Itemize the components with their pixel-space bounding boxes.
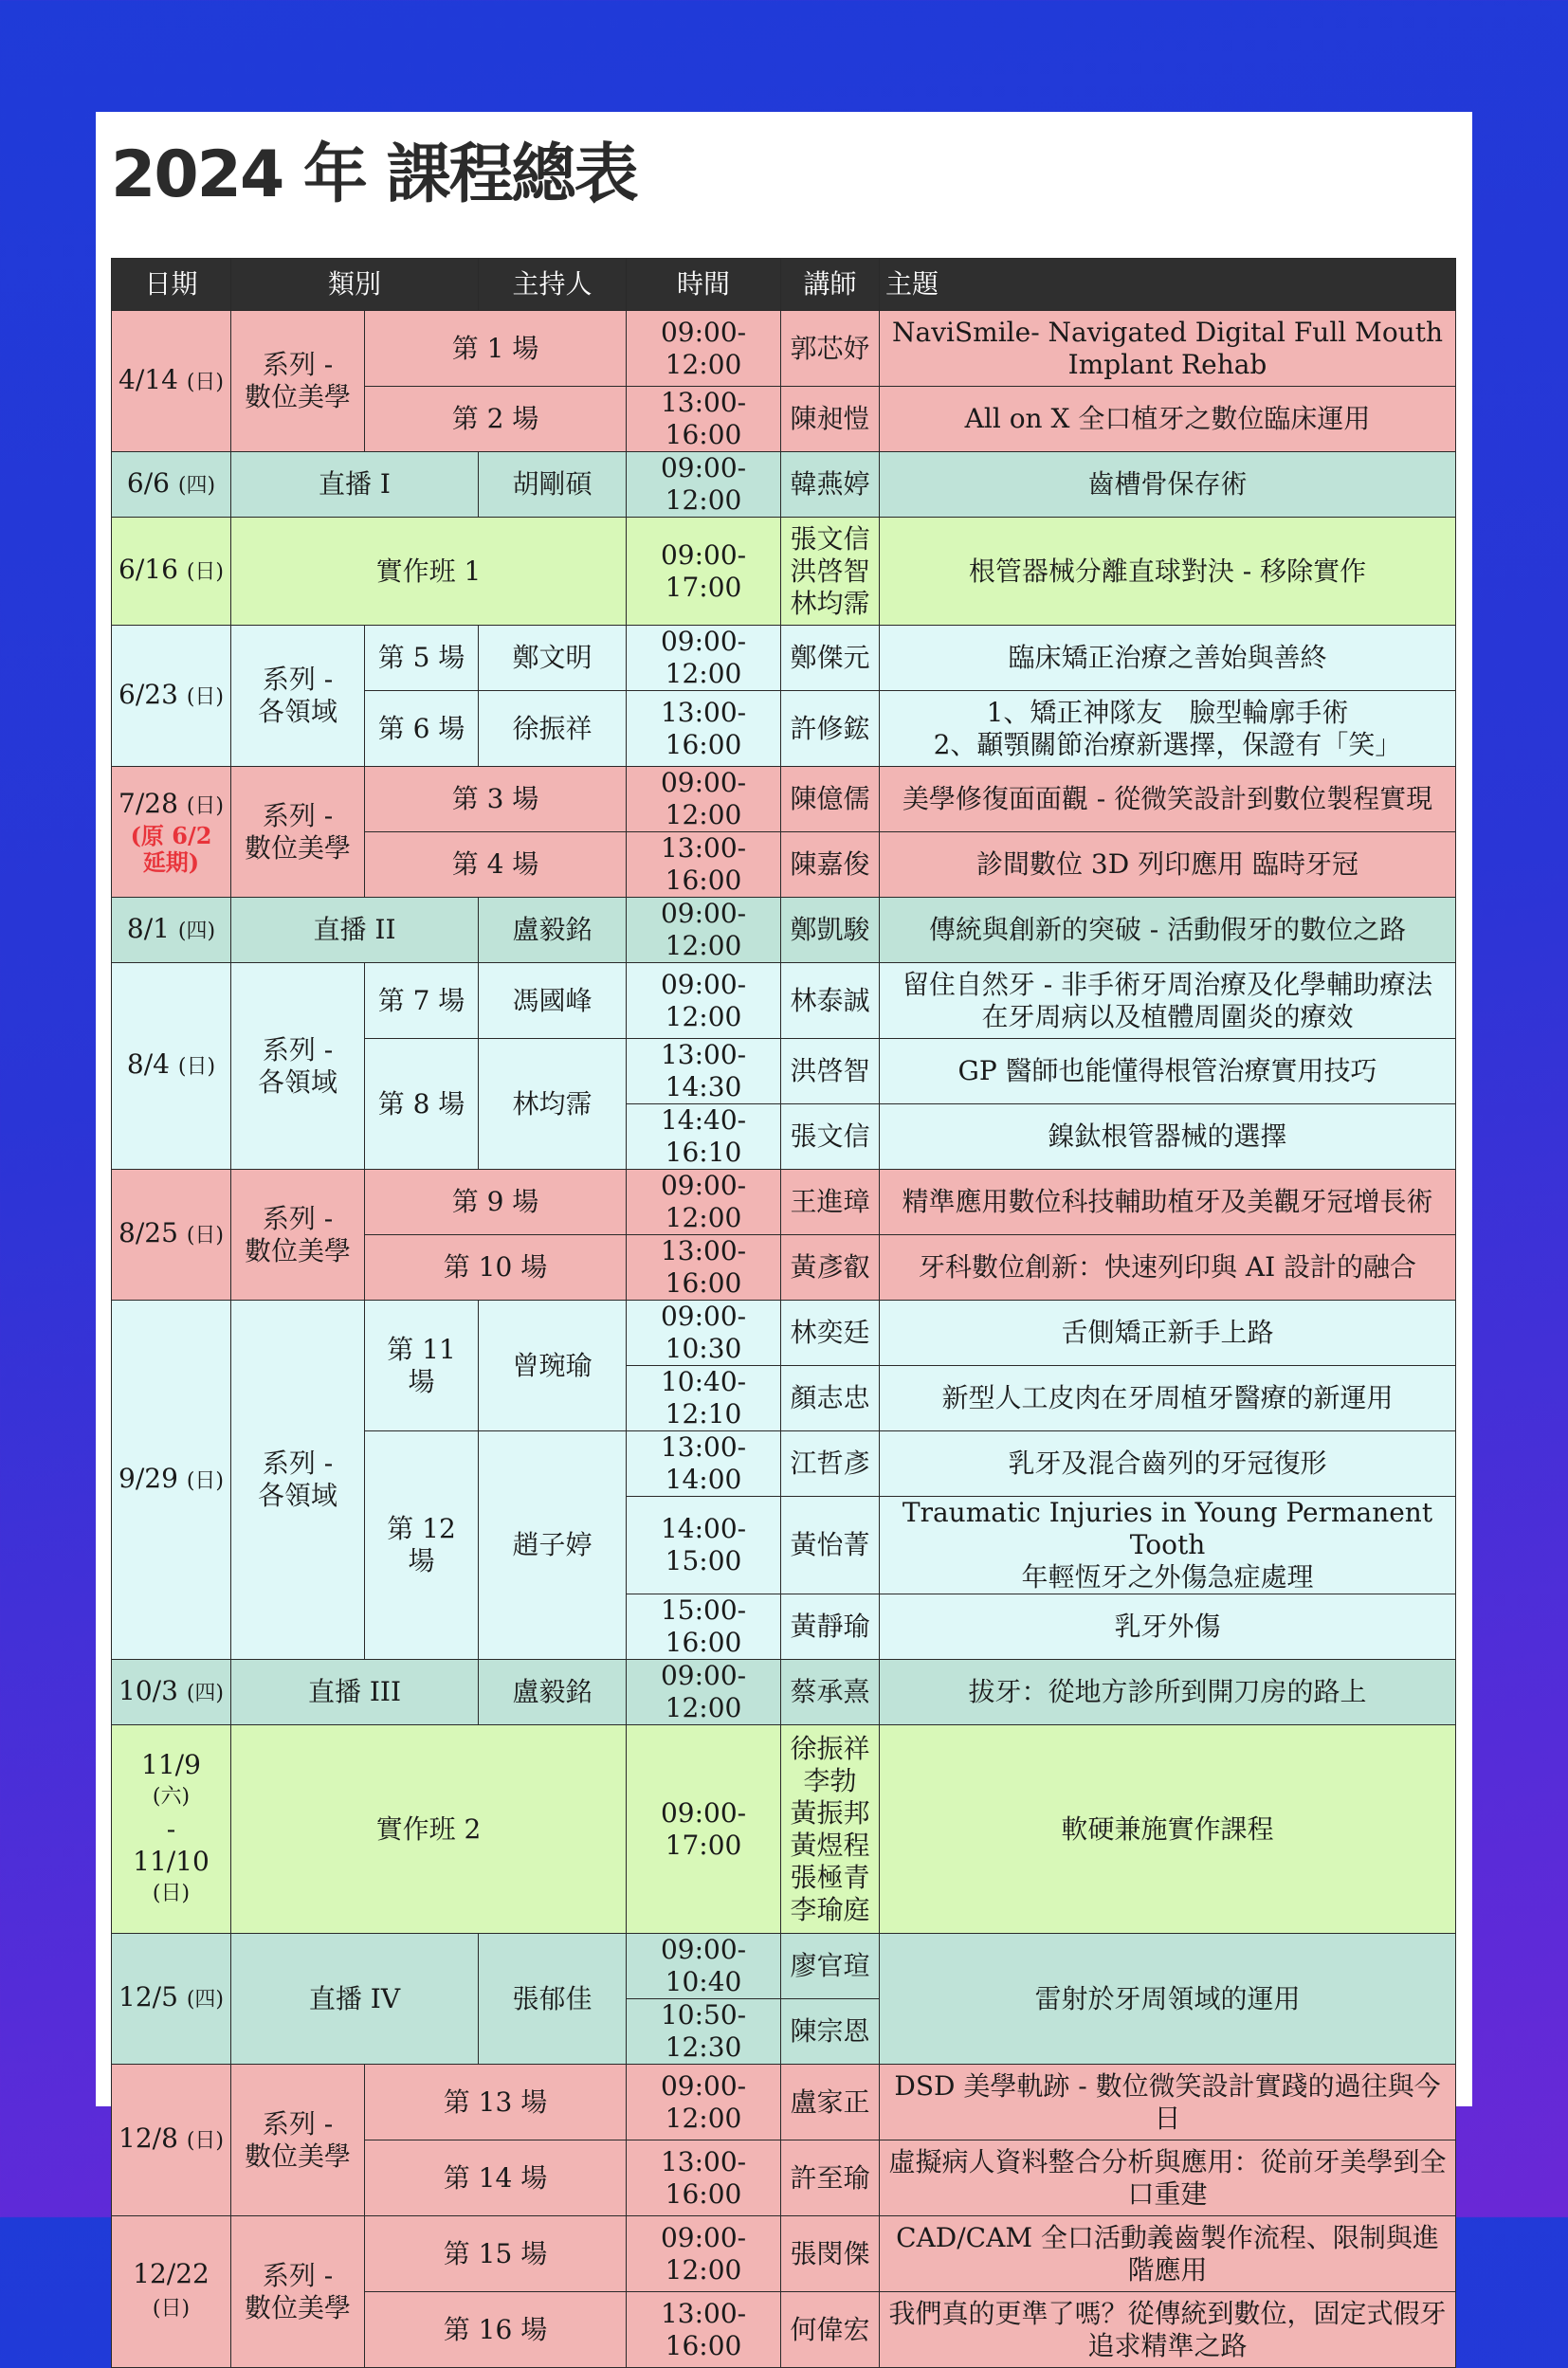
time-cell: 09:00-12:00: [627, 963, 781, 1039]
session-cell: 第 1 場: [365, 311, 627, 387]
date-cell: 11/9 (六) - 11/10 (日): [112, 1725, 231, 1934]
topic-cell: 舌側矯正新手上路: [880, 1301, 1456, 1366]
topic-cell: Traumatic Injuries in Young Permanent Tooth 年輕恆牙之外傷急症處理: [880, 1497, 1456, 1594]
session-cell: 第 15 場: [365, 2216, 627, 2292]
session-cell: 第 7 場: [365, 963, 479, 1039]
session-cell: 第 14 場: [365, 2140, 627, 2216]
topic-cell: 拔牙：從地方診所到開刀房的路上: [880, 1660, 1456, 1725]
time-cell: 09:00-12:00: [627, 898, 781, 963]
category-cell: 系列 - 各領域: [231, 626, 365, 767]
host-cell: 張郁佳: [479, 1934, 627, 2065]
table-header-row: [112, 259, 1456, 311]
session-cell: 第 9 場: [365, 1170, 627, 1235]
instructor-cell: 陳嘉俊: [781, 832, 880, 898]
time-cell: 10:50-12:30: [627, 1999, 781, 2065]
host-cell: 胡剛碩: [479, 452, 627, 518]
topic-cell: NaviSmile- Navigated Digital Full Mouth Implant Rehab: [880, 311, 1456, 387]
time-cell: 09:00-12:00: [627, 626, 781, 691]
topic-cell: 留住自然牙 - 非手術牙周治療及化學輔助療法 在牙周病以及植體周圍炎的療效: [880, 963, 1456, 1039]
session-cell: 第 11 場: [365, 1301, 479, 1431]
time-cell: 09:00-17:00: [627, 518, 781, 626]
topic-cell: 鎳鈦根管器械的選擇: [880, 1104, 1456, 1170]
table-row: [112, 1660, 1456, 1725]
instructor-cell: 徐振祥 李勃 黃振邦 黃煜程 張極青 李瑜庭: [781, 1725, 880, 1934]
date-cell: 9/29 (日): [112, 1301, 231, 1660]
instructor-cell: 林泰誠: [781, 963, 880, 1039]
topic-cell: 齒槽骨保存術: [880, 452, 1456, 518]
instructor-cell: 王進璋: [781, 1170, 880, 1235]
table-row: [112, 1301, 1456, 1366]
time-cell: 13:00-14:30: [627, 1039, 781, 1104]
instructor-cell: 張文信: [781, 1104, 880, 1170]
instructor-cell: 許至瑜: [781, 2140, 880, 2216]
topic-cell: 傳統與創新的突破 - 活動假牙的數位之路: [880, 898, 1456, 963]
session-cell: 第 10 場: [365, 1235, 627, 1301]
instructor-cell: 張閔傑: [781, 2216, 880, 2292]
date-cell: 8/4 (日): [112, 963, 231, 1170]
time-cell: 13:00-14:00: [627, 1431, 781, 1497]
topic-cell: 我們真的更準了嗎？從傳統到數位，固定式假牙追求精準之路: [880, 2292, 1456, 2368]
table-row: [112, 1934, 1456, 1999]
time-cell: 09:00-12:00: [627, 311, 781, 387]
topic-cell: 牙科數位創新：快速列印與 AI 設計的融合: [880, 1235, 1456, 1301]
date-cell: 12/22 (日): [112, 2216, 231, 2368]
header-date: 日期: [112, 259, 231, 311]
category-cell: 直播 I: [231, 452, 479, 518]
instructor-cell: 蔡承熹: [781, 1660, 880, 1725]
table-row: [112, 2216, 1456, 2292]
time-cell: 10:40-12:10: [627, 1366, 781, 1431]
date-cell: 8/25 (日): [112, 1170, 231, 1301]
date-cell: 6/6 (四): [112, 452, 231, 518]
time-cell: 09:00-10:40: [627, 1934, 781, 1999]
topic-cell: 乳牙及混合齒列的牙冠復形: [880, 1431, 1456, 1497]
date-cell: 6/16 (日): [112, 518, 231, 626]
table-row: [112, 963, 1456, 1039]
session-cell: 第 6 場: [365, 691, 479, 767]
time-cell: 13:00-16:00: [627, 387, 781, 452]
time-cell: 15:00-16:00: [627, 1594, 781, 1660]
category-cell: 直播 III: [231, 1660, 479, 1725]
topic-cell: CAD/CAM 全口活動義齒製作流程、限制與進階應用: [880, 2216, 1456, 2292]
instructor-cell: 盧家正: [781, 2065, 880, 2140]
date-cell: 10/3 (四): [112, 1660, 231, 1725]
table-row: [112, 311, 1456, 387]
category-cell: 系列 - 各領域: [231, 1301, 365, 1660]
host-cell: 曾琬瑜: [479, 1301, 627, 1431]
page-title: 2024 年 課程總表: [111, 137, 637, 212]
time-cell: 09:00-12:00: [627, 1170, 781, 1235]
session-cell: 第 4 場: [365, 832, 627, 898]
host-cell: 馮國峰: [479, 963, 627, 1039]
instructor-cell: 陳宗恩: [781, 1999, 880, 2065]
time-cell: 13:00-16:00: [627, 2292, 781, 2368]
instructor-cell: 顏志忠: [781, 1366, 880, 1431]
table-row: [112, 767, 1456, 832]
course-schedule-table: [111, 258, 1456, 2368]
topic-cell: 美學修復面面觀 - 從微笑設計到數位製程實現: [880, 767, 1456, 832]
time-cell: 14:40-16:10: [627, 1104, 781, 1170]
topic-cell: 乳牙外傷: [880, 1594, 1456, 1660]
instructor-cell: 黃怡菁: [781, 1497, 880, 1594]
category-cell: 系列 - 數位美學: [231, 311, 365, 452]
instructor-cell: 黃彥叡: [781, 1235, 880, 1301]
topic-cell: 1、矯正神隊友 臉型輪廓手術 2、顳顎關節治療新選擇，保證有「笑」: [880, 691, 1456, 767]
host-cell: 盧毅銘: [479, 898, 627, 963]
category-cell: 直播 II: [231, 898, 479, 963]
topic-cell: DSD 美學軌跡 - 數位微笑設計實踐的過往與今日: [880, 2065, 1456, 2140]
session-cell: 第 13 場: [365, 2065, 627, 2140]
date-cell: 12/5 (四): [112, 1934, 231, 2065]
table-row: [112, 452, 1456, 518]
instructor-cell: 江哲彥: [781, 1431, 880, 1497]
time-cell: 14:00-15:00: [627, 1497, 781, 1594]
header-topic: 主題: [880, 259, 1456, 311]
topic-cell: 虛擬病人資料整合分析與應用：從前牙美學到全口重建: [880, 2140, 1456, 2216]
time-cell: 09:00-17:00: [627, 1725, 781, 1934]
instructor-cell: 陳昶愷: [781, 387, 880, 452]
instructor-cell: 許修鋐: [781, 691, 880, 767]
header-category: 類別: [231, 259, 479, 311]
topic-cell: GP 醫師也能懂得根管治療實用技巧: [880, 1039, 1456, 1104]
table-row: [112, 1725, 1456, 1934]
time-cell: 13:00-16:00: [627, 1235, 781, 1301]
topic-cell: 雷射於牙周領域的運用: [880, 1934, 1456, 2065]
instructor-cell: 黃靜瑜: [781, 1594, 880, 1660]
table-row: [112, 626, 1456, 691]
instructor-cell: 陳億儒: [781, 767, 880, 832]
time-cell: 09:00-12:00: [627, 2065, 781, 2140]
host-cell: 趙子婷: [479, 1431, 627, 1660]
instructor-cell: 韓燕婷: [781, 452, 880, 518]
category-cell: 系列 - 各領域: [231, 963, 365, 1170]
host-cell: 徐振祥: [479, 691, 627, 767]
instructor-cell: 郭芯妤: [781, 311, 880, 387]
session-cell: 第 16 場: [365, 2292, 627, 2368]
header-host: 主持人: [479, 259, 627, 311]
instructor-cell: 張文信 洪啓智 林均霈: [781, 518, 880, 626]
host-cell: 鄭文明: [479, 626, 627, 691]
table-row: [112, 1170, 1456, 1235]
topic-cell: 精準應用數位科技輔助植牙及美觀牙冠增長術: [880, 1170, 1456, 1235]
session-cell: 第 8 場: [365, 1039, 479, 1170]
date-cell: 8/1 (四): [112, 898, 231, 963]
topic-cell: 診間數位 3D 列印應用 臨時牙冠: [880, 832, 1456, 898]
date-cell: 12/8 (日): [112, 2065, 231, 2216]
header-instructor: 講師: [781, 259, 880, 311]
instructor-cell: 何偉宏: [781, 2292, 880, 2368]
table-row: [112, 2065, 1456, 2140]
date-cell: 4/14 (日): [112, 311, 231, 452]
table-row: [112, 898, 1456, 963]
category-cell: 直播 IV: [231, 1934, 479, 2065]
instructor-cell: 鄭凱駿: [781, 898, 880, 963]
topic-cell: 新型人工皮肉在牙周植牙醫療的新運用: [880, 1366, 1456, 1431]
table-row: [112, 518, 1456, 626]
category-cell: 系列 - 數位美學: [231, 1170, 365, 1301]
session-cell: 第 2 場: [365, 387, 627, 452]
postponed-note: (原 6/2 延期): [130, 822, 212, 876]
time-cell: 13:00-16:00: [627, 691, 781, 767]
time-cell: 09:00-10:30: [627, 1301, 781, 1366]
time-cell: 09:00-12:00: [627, 767, 781, 832]
topic-cell: 臨床矯正治療之善始與善終: [880, 626, 1456, 691]
time-cell: 09:00-12:00: [627, 452, 781, 518]
category-cell: 系列 - 數位美學: [231, 2065, 365, 2216]
session-cell: 第 5 場: [365, 626, 479, 691]
session-cell: 第 12 場: [365, 1431, 479, 1660]
time-cell: 13:00-16:00: [627, 832, 781, 898]
session-cell: 第 3 場: [365, 767, 627, 832]
time-cell: 09:00-12:00: [627, 1660, 781, 1725]
instructor-cell: 林奕廷: [781, 1301, 880, 1366]
schedule-sheet: [96, 112, 1472, 2361]
host-cell: 林均霈: [479, 1039, 627, 1170]
topic-cell: 軟硬兼施實作課程: [880, 1725, 1456, 1934]
date-cell: 6/23 (日): [112, 626, 231, 767]
topic-cell: All on X 全口植牙之數位臨床運用: [880, 387, 1456, 452]
category-cell: 實作班 2: [231, 1725, 627, 1934]
instructor-cell: 鄭傑元: [781, 626, 880, 691]
time-cell: 09:00-12:00: [627, 2216, 781, 2292]
header-time: 時間: [627, 259, 781, 311]
category-cell: 實作班 1: [231, 518, 627, 626]
date-cell: 7/28 (日) (原 6/2 延期): [112, 767, 231, 898]
category-cell: 系列 - 數位美學: [231, 767, 365, 898]
time-cell: 13:00-16:00: [627, 2140, 781, 2216]
host-cell: 盧毅銘: [479, 1660, 627, 1725]
instructor-cell: 洪啓智: [781, 1039, 880, 1104]
category-cell: 系列 - 數位美學: [231, 2216, 365, 2368]
instructor-cell: 廖官瑄: [781, 1934, 880, 1999]
topic-cell: 根管器械分離直球對決 - 移除實作: [880, 518, 1456, 626]
